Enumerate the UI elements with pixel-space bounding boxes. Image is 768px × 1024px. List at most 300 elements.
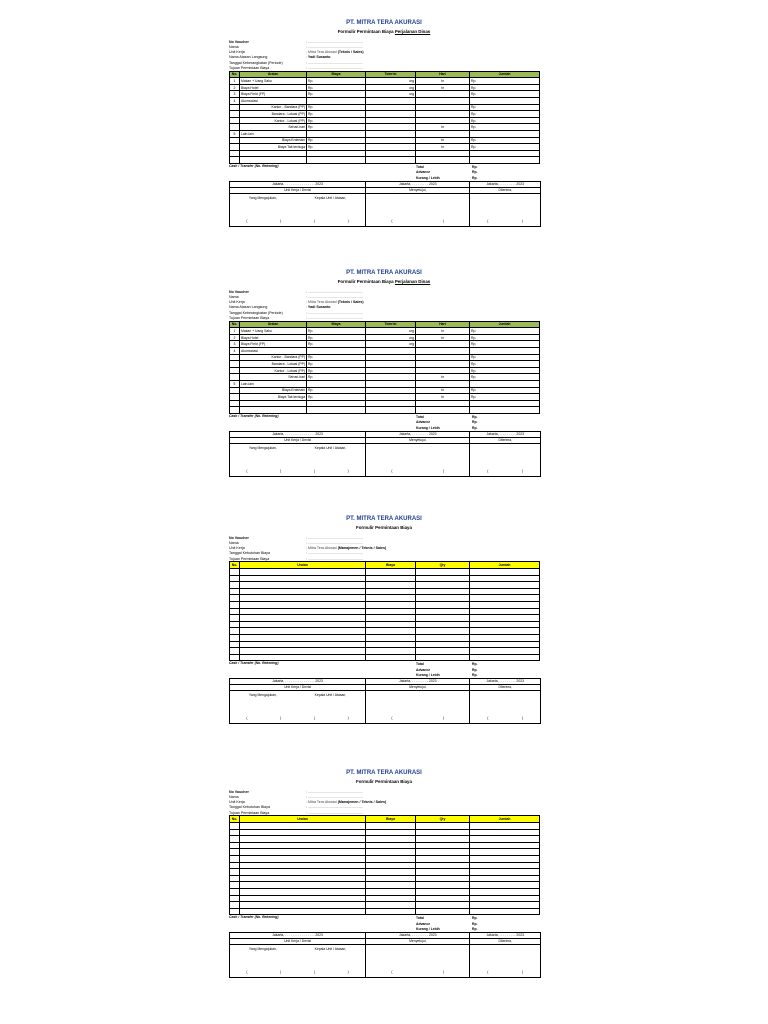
cell-biaya[interactable]	[307, 407, 366, 414]
table-cell[interactable]	[240, 842, 366, 849]
column-header: Jumlah	[470, 71, 540, 78]
table-cell[interactable]	[240, 823, 366, 830]
table-cell[interactable]	[470, 648, 540, 655]
field-value[interactable]	[306, 45, 363, 49]
total-value[interactable]: Rp.	[472, 916, 478, 921]
total-row	[415, 425, 539, 431]
total-label: Advance	[416, 420, 431, 425]
field-value[interactable]	[306, 557, 363, 561]
table-cell[interactable]	[416, 582, 470, 589]
field-value[interactable]	[306, 795, 363, 799]
cell-tolerisi[interactable]	[366, 117, 416, 124]
field-value[interactable]	[306, 811, 363, 815]
field-value[interactable]	[306, 541, 363, 545]
table-cell[interactable]	[470, 621, 540, 628]
field-value[interactable]	[306, 790, 363, 794]
table-cell[interactable]	[470, 888, 540, 895]
field-value[interactable]	[306, 316, 363, 320]
cell-tolerisi[interactable]	[366, 347, 416, 354]
sign-lines[interactable]	[470, 970, 540, 974]
field-value-extra: (Manajemen / Teknis / Sales)	[336, 546, 387, 551]
table-cell[interactable]	[240, 862, 366, 869]
cell-biaya[interactable]: Rp.	[307, 387, 366, 394]
table-row	[230, 347, 540, 354]
cell-tolerisi[interactable]	[366, 111, 416, 118]
cell-jumlah[interactable]	[470, 380, 540, 387]
table-cell[interactable]	[416, 648, 470, 655]
cell-hari[interactable]	[416, 361, 470, 368]
cell-uraian	[240, 407, 307, 414]
cell-hari[interactable]: hr	[416, 84, 470, 91]
cell-tolerisi[interactable]	[366, 361, 416, 368]
cell-tolerisi[interactable]	[366, 367, 416, 374]
table-cell[interactable]	[416, 641, 470, 648]
total-value[interactable]: Rp.	[472, 662, 478, 667]
total-label: Advance	[416, 667, 431, 672]
table-cell[interactable]	[366, 601, 416, 608]
cell-tolerisi[interactable]: org	[366, 78, 416, 85]
cell-jumlah[interactable]: Rp.	[470, 104, 540, 111]
cell-biaya[interactable]	[307, 130, 366, 137]
cell-biaya[interactable]: Rp.	[307, 361, 366, 368]
table-cell[interactable]	[470, 641, 540, 648]
cell-biaya[interactable]: Rp.	[307, 144, 366, 151]
cell-hari[interactable]	[416, 97, 470, 104]
table-cell[interactable]	[416, 601, 470, 608]
table-cell[interactable]	[240, 888, 366, 895]
cell-biaya[interactable]: Rp.	[307, 328, 366, 335]
cell-hari[interactable]: hr	[416, 334, 470, 341]
table-cell[interactable]	[416, 608, 470, 615]
cell-tolerisi[interactable]: org	[366, 341, 416, 348]
table-cell[interactable]	[416, 615, 470, 622]
field-value[interactable]	[306, 300, 364, 304]
table-cell[interactable]	[240, 908, 366, 915]
cell-jumlah[interactable]: Rp.	[470, 361, 540, 368]
total-value[interactable]: Rp.	[472, 420, 478, 425]
cell-jumlah[interactable]	[470, 130, 540, 137]
table-cell[interactable]	[416, 902, 470, 909]
table-cell[interactable]	[470, 608, 540, 615]
total-value[interactable]: Rp.	[472, 175, 478, 180]
sign-lines[interactable]	[366, 716, 469, 720]
cell-biaya[interactable]	[307, 157, 366, 164]
table-cell[interactable]	[470, 895, 540, 902]
cell-hari[interactable]	[416, 157, 470, 164]
field-value-text: : .......................................................	[306, 551, 363, 556]
cell-biaya[interactable]: Rp.	[307, 124, 366, 131]
table-cell[interactable]	[416, 875, 470, 882]
cell-jumlah[interactable]: Rp.	[470, 341, 540, 348]
table-cell[interactable]	[240, 849, 366, 856]
table-cell[interactable]	[240, 588, 366, 595]
sign-lines[interactable]	[230, 219, 365, 223]
cell-hari[interactable]	[416, 407, 470, 414]
cell-hari[interactable]: hr	[416, 374, 470, 381]
table-cell[interactable]	[470, 575, 540, 582]
table-cell[interactable]	[470, 836, 540, 843]
table-cell[interactable]	[416, 862, 470, 869]
table-cell[interactable]	[366, 823, 416, 830]
field-value[interactable]	[306, 290, 363, 294]
table-cell[interactable]	[416, 654, 470, 661]
table-row	[230, 628, 540, 635]
table-cell[interactable]	[366, 588, 416, 595]
field-value[interactable]	[306, 805, 363, 809]
table-cell[interactable]	[240, 855, 366, 862]
sign-lines[interactable]	[366, 970, 469, 974]
cell-jumlah[interactable]: Rp.	[470, 367, 540, 374]
table-cell[interactable]	[240, 595, 366, 602]
cell-hari[interactable]	[416, 367, 470, 374]
cash-transfer[interactable]	[229, 164, 415, 181]
cell-tolerisi[interactable]	[366, 354, 416, 361]
table-cell[interactable]	[416, 823, 470, 830]
cell-biaya[interactable]	[307, 97, 366, 104]
date-approver: Jakarta, . . . . . . . . . 2023	[366, 679, 469, 685]
cell-jumlah[interactable]: Rp.	[470, 328, 540, 335]
cell-tolerisi[interactable]	[366, 374, 416, 381]
total-value[interactable]: Rp.	[472, 927, 478, 932]
total-value[interactable]: Rp.	[472, 170, 478, 175]
cell-hari[interactable]	[416, 150, 470, 157]
table-cell[interactable]	[240, 582, 366, 589]
table-cell[interactable]	[366, 575, 416, 582]
cell-hari[interactable]: hr	[416, 394, 470, 401]
cell-hari[interactable]	[416, 400, 470, 407]
field-label: Nama Atasan Langsung	[229, 55, 268, 60]
field-value[interactable]	[306, 66, 363, 70]
cell-hari[interactable]	[416, 380, 470, 387]
sign-lines[interactable]	[366, 469, 469, 473]
sign-lines[interactable]	[230, 970, 365, 974]
table-cell[interactable]	[470, 829, 540, 836]
table-cell[interactable]	[470, 601, 540, 608]
cell-hari[interactable]: hr	[416, 124, 470, 131]
table-cell[interactable]	[366, 634, 416, 641]
table-cell[interactable]	[416, 836, 470, 843]
cell-biaya[interactable]	[307, 380, 366, 387]
cell-tolerisi[interactable]: org	[366, 334, 416, 341]
table-cell[interactable]	[470, 882, 540, 889]
cell-jumlah[interactable]	[470, 407, 540, 414]
sign-lines[interactable]	[366, 219, 469, 223]
table-cell[interactable]	[470, 654, 540, 661]
cell-hari[interactable]	[416, 354, 470, 361]
table-row	[230, 902, 540, 909]
cash-transfer[interactable]	[229, 915, 415, 932]
cell-tolerisi[interactable]	[366, 144, 416, 151]
cell-jumlah[interactable]: Rp.	[470, 137, 540, 144]
table-cell[interactable]	[470, 569, 540, 576]
table-cell[interactable]	[240, 648, 366, 655]
table-cell[interactable]	[416, 908, 470, 915]
table-cell[interactable]	[416, 882, 470, 889]
table-cell[interactable]	[470, 615, 540, 622]
total-value[interactable]: Rp.	[472, 667, 478, 672]
sign-lines[interactable]	[470, 469, 540, 473]
field-label: No Voucher	[229, 789, 249, 794]
cell-jumlah[interactable]: Rp.	[470, 78, 540, 85]
table-cell[interactable]	[240, 829, 366, 836]
cell-tolerisi[interactable]: org	[366, 84, 416, 91]
field-value[interactable]	[306, 55, 331, 59]
table-cell[interactable]	[366, 648, 416, 655]
table-cell[interactable]	[366, 615, 416, 622]
table-cell[interactable]	[240, 615, 366, 622]
cell-biaya[interactable]: Rp.	[307, 117, 366, 124]
cell-jumlah[interactable]: Rp.	[470, 111, 540, 118]
table-cell[interactable]	[240, 575, 366, 582]
total-value[interactable]: Rp.	[472, 425, 478, 430]
cell-jumlah[interactable]	[470, 150, 540, 157]
cell-uraian	[240, 157, 307, 164]
field-value[interactable]	[306, 305, 331, 309]
field-value[interactable]	[306, 50, 364, 54]
table-cell[interactable]	[366, 875, 416, 882]
table-cell[interactable]	[366, 869, 416, 876]
table-cell[interactable]	[366, 582, 416, 589]
table-cell[interactable]	[470, 842, 540, 849]
table-cell[interactable]	[366, 654, 416, 661]
total-value[interactable]: Rp.	[472, 414, 478, 419]
column-header: Hari	[416, 71, 470, 78]
cell-jumlah[interactable]: Rp.	[470, 374, 540, 381]
subtitle-underlined: Perjalanan Dinas	[394, 29, 431, 35]
table-cell[interactable]	[366, 628, 416, 635]
table-cell[interactable]	[366, 829, 416, 836]
cell-biaya[interactable]: Rp.	[307, 394, 366, 401]
table-cell[interactable]	[366, 842, 416, 849]
cell-hari[interactable]: hr	[416, 328, 470, 335]
cell-biaya[interactable]: Rp.	[307, 104, 366, 111]
table-cell[interactable]	[240, 902, 366, 909]
table-cell[interactable]	[470, 908, 540, 915]
field-value[interactable]	[306, 546, 386, 550]
table-cell[interactable]	[416, 855, 470, 862]
table-cell[interactable]	[416, 621, 470, 628]
table-cell[interactable]	[366, 908, 416, 915]
total-value[interactable]: Rp.	[472, 921, 478, 926]
cell-hari[interactable]	[416, 347, 470, 354]
table-cell[interactable]	[416, 895, 470, 902]
table-row	[230, 380, 540, 387]
cell-biaya[interactable]: Rp.	[307, 111, 366, 118]
table-cell[interactable]	[416, 575, 470, 582]
cell-tolerisi[interactable]	[366, 150, 416, 157]
sign-lines[interactable]	[470, 219, 540, 223]
cell-tolerisi[interactable]	[366, 394, 416, 401]
cell-jumlah[interactable]: Rp.	[470, 387, 540, 394]
table-cell[interactable]	[416, 849, 470, 856]
sign-lines[interactable]	[230, 469, 365, 473]
cell-biaya[interactable]: Rp.	[307, 78, 366, 85]
table-cell[interactable]	[470, 849, 540, 856]
cell-jumlah[interactable]	[470, 97, 540, 104]
cell-biaya[interactable]	[307, 150, 366, 157]
cell-tolerisi[interactable]	[366, 130, 416, 137]
cell-jumlah[interactable]	[470, 347, 540, 354]
cell-jumlah[interactable]	[470, 400, 540, 407]
cell-tolerisi[interactable]	[366, 97, 416, 104]
table-cell[interactable]	[470, 588, 540, 595]
table-row	[230, 374, 540, 381]
cell-uraian: Biaya Tak terduga	[240, 144, 307, 151]
table-cell[interactable]	[366, 888, 416, 895]
table-cell[interactable]	[366, 641, 416, 648]
cell-jumlah[interactable]: Rp.	[470, 334, 540, 341]
cell-biaya[interactable]: Rp.	[307, 374, 366, 381]
cell-jumlah[interactable]: Rp.	[470, 117, 540, 124]
cell-tolerisi[interactable]	[366, 104, 416, 111]
signature-receiver	[470, 679, 540, 723]
field-value[interactable]	[306, 551, 363, 555]
table-cell[interactable]	[366, 621, 416, 628]
cell-jumlah[interactable]: Rp.	[470, 394, 540, 401]
bracket: )	[522, 970, 524, 975]
cell-hari[interactable]	[416, 130, 470, 137]
company-title: PT. MITRA TERA AKURASI	[346, 516, 422, 522]
cell-uraian: Bandara - Lokasi (PP)	[240, 361, 307, 368]
table-cell[interactable]	[416, 829, 470, 836]
table-cell[interactable]	[416, 888, 470, 895]
cell-tolerisi[interactable]	[366, 407, 416, 414]
cell-hari[interactable]	[416, 91, 470, 98]
table-cell[interactable]	[366, 855, 416, 862]
cell-jumlah[interactable]: Rp.	[470, 354, 540, 361]
table-cell[interactable]	[470, 862, 540, 869]
table-cell[interactable]	[470, 582, 540, 589]
table-cell[interactable]	[416, 628, 470, 635]
cell-jumlah[interactable]: Rp.	[470, 91, 540, 98]
table-cell[interactable]	[470, 869, 540, 876]
table-cell[interactable]	[366, 895, 416, 902]
table-cell[interactable]	[240, 641, 366, 648]
cell-biaya[interactable]: Rp.	[307, 91, 366, 98]
head-label: Kepala Unit / Atasan,	[314, 195, 347, 200]
column-header: Biaya	[307, 321, 366, 328]
total-value[interactable]: Rp.	[472, 164, 478, 169]
cell-biaya[interactable]	[307, 347, 366, 354]
table-cell[interactable]	[240, 895, 366, 902]
cell-hari[interactable]	[416, 341, 470, 348]
cell-tolerisi[interactable]	[366, 137, 416, 144]
cell-tolerisi[interactable]	[366, 380, 416, 387]
table-cell[interactable]	[366, 569, 416, 576]
cell-hari[interactable]: hr	[416, 78, 470, 85]
field-label: Nama	[229, 295, 239, 300]
cell-jumlah[interactable]	[470, 157, 540, 164]
field-value[interactable]	[306, 40, 363, 44]
cash-transfer[interactable]	[229, 661, 415, 678]
cell-no	[230, 374, 240, 381]
cell-tolerisi[interactable]	[366, 157, 416, 164]
cell-biaya[interactable]: Rp.	[307, 367, 366, 374]
cell-tolerisi[interactable]	[366, 124, 416, 131]
table-cell[interactable]	[240, 882, 366, 889]
field-value[interactable]	[306, 295, 363, 299]
table-cell[interactable]	[240, 869, 366, 876]
sign-lines[interactable]	[470, 716, 540, 720]
table-cell[interactable]	[416, 869, 470, 876]
cell-biaya[interactable]: Rp.	[307, 341, 366, 348]
table-cell[interactable]	[240, 634, 366, 641]
table-cell[interactable]	[240, 569, 366, 576]
table-row	[230, 157, 540, 164]
table-cell[interactable]	[240, 875, 366, 882]
table-cell[interactable]	[416, 595, 470, 602]
table-cell[interactable]	[470, 875, 540, 882]
table-cell[interactable]	[470, 595, 540, 602]
table-cell[interactable]	[366, 862, 416, 869]
table-cell[interactable]	[470, 823, 540, 830]
cell-hari[interactable]: hr	[416, 137, 470, 144]
cell-biaya[interactable]	[307, 400, 366, 407]
table-cell[interactable]	[240, 628, 366, 635]
cell-tolerisi[interactable]: org	[366, 328, 416, 335]
table-cell[interactable]	[366, 595, 416, 602]
cell-no	[230, 157, 240, 164]
table-cell[interactable]	[470, 634, 540, 641]
table-cell[interactable]	[470, 855, 540, 862]
cell-biaya[interactable]: Rp.	[307, 334, 366, 341]
total-value[interactable]: Rp.	[472, 673, 478, 678]
table-cell[interactable]	[416, 588, 470, 595]
cell-biaya[interactable]: Rp.	[307, 84, 366, 91]
table-cell[interactable]	[240, 621, 366, 628]
table-cell[interactable]	[366, 882, 416, 889]
table-cell[interactable]	[240, 836, 366, 843]
cell-hari[interactable]	[416, 117, 470, 124]
signature-block	[229, 678, 541, 724]
cell-hari[interactable]: hr	[416, 387, 470, 394]
table-cell[interactable]	[470, 628, 540, 635]
cell-biaya[interactable]: Rp.	[307, 354, 366, 361]
sign-lines[interactable]	[230, 716, 365, 720]
table-cell[interactable]	[416, 842, 470, 849]
cell-jumlah[interactable]: Rp.	[470, 124, 540, 131]
cell-tolerisi[interactable]	[366, 400, 416, 407]
head-label: Kepala Unit / Atasan,	[314, 445, 347, 450]
signature-block	[229, 932, 541, 978]
table-cell[interactable]	[240, 601, 366, 608]
cell-hari[interactable]: hr	[416, 144, 470, 151]
cell-biaya[interactable]: Rp.	[307, 137, 366, 144]
table-cell[interactable]	[416, 569, 470, 576]
table-cell[interactable]	[240, 654, 366, 661]
table-cell[interactable]	[366, 902, 416, 909]
bracket: )	[522, 716, 524, 721]
field-value[interactable]	[306, 800, 386, 804]
field-value[interactable]	[306, 61, 363, 65]
cell-jumlah[interactable]: Rp.	[470, 84, 540, 91]
table-cell[interactable]	[470, 902, 540, 909]
table-cell[interactable]	[366, 608, 416, 615]
table-cell[interactable]	[366, 849, 416, 856]
cash-transfer[interactable]	[229, 414, 415, 431]
field-value[interactable]	[306, 536, 363, 540]
table-cell[interactable]	[366, 836, 416, 843]
cell-tolerisi[interactable]: org	[366, 91, 416, 98]
cell-hari[interactable]	[416, 111, 470, 118]
table-cell[interactable]	[240, 608, 366, 615]
cell-tolerisi[interactable]	[366, 387, 416, 394]
cell-jumlah[interactable]: Rp.	[470, 144, 540, 151]
cell-hari[interactable]	[416, 104, 470, 111]
field-value[interactable]	[306, 311, 363, 315]
table-cell[interactable]	[416, 634, 470, 641]
field-value-extra: Yadi Susanto	[307, 55, 331, 60]
